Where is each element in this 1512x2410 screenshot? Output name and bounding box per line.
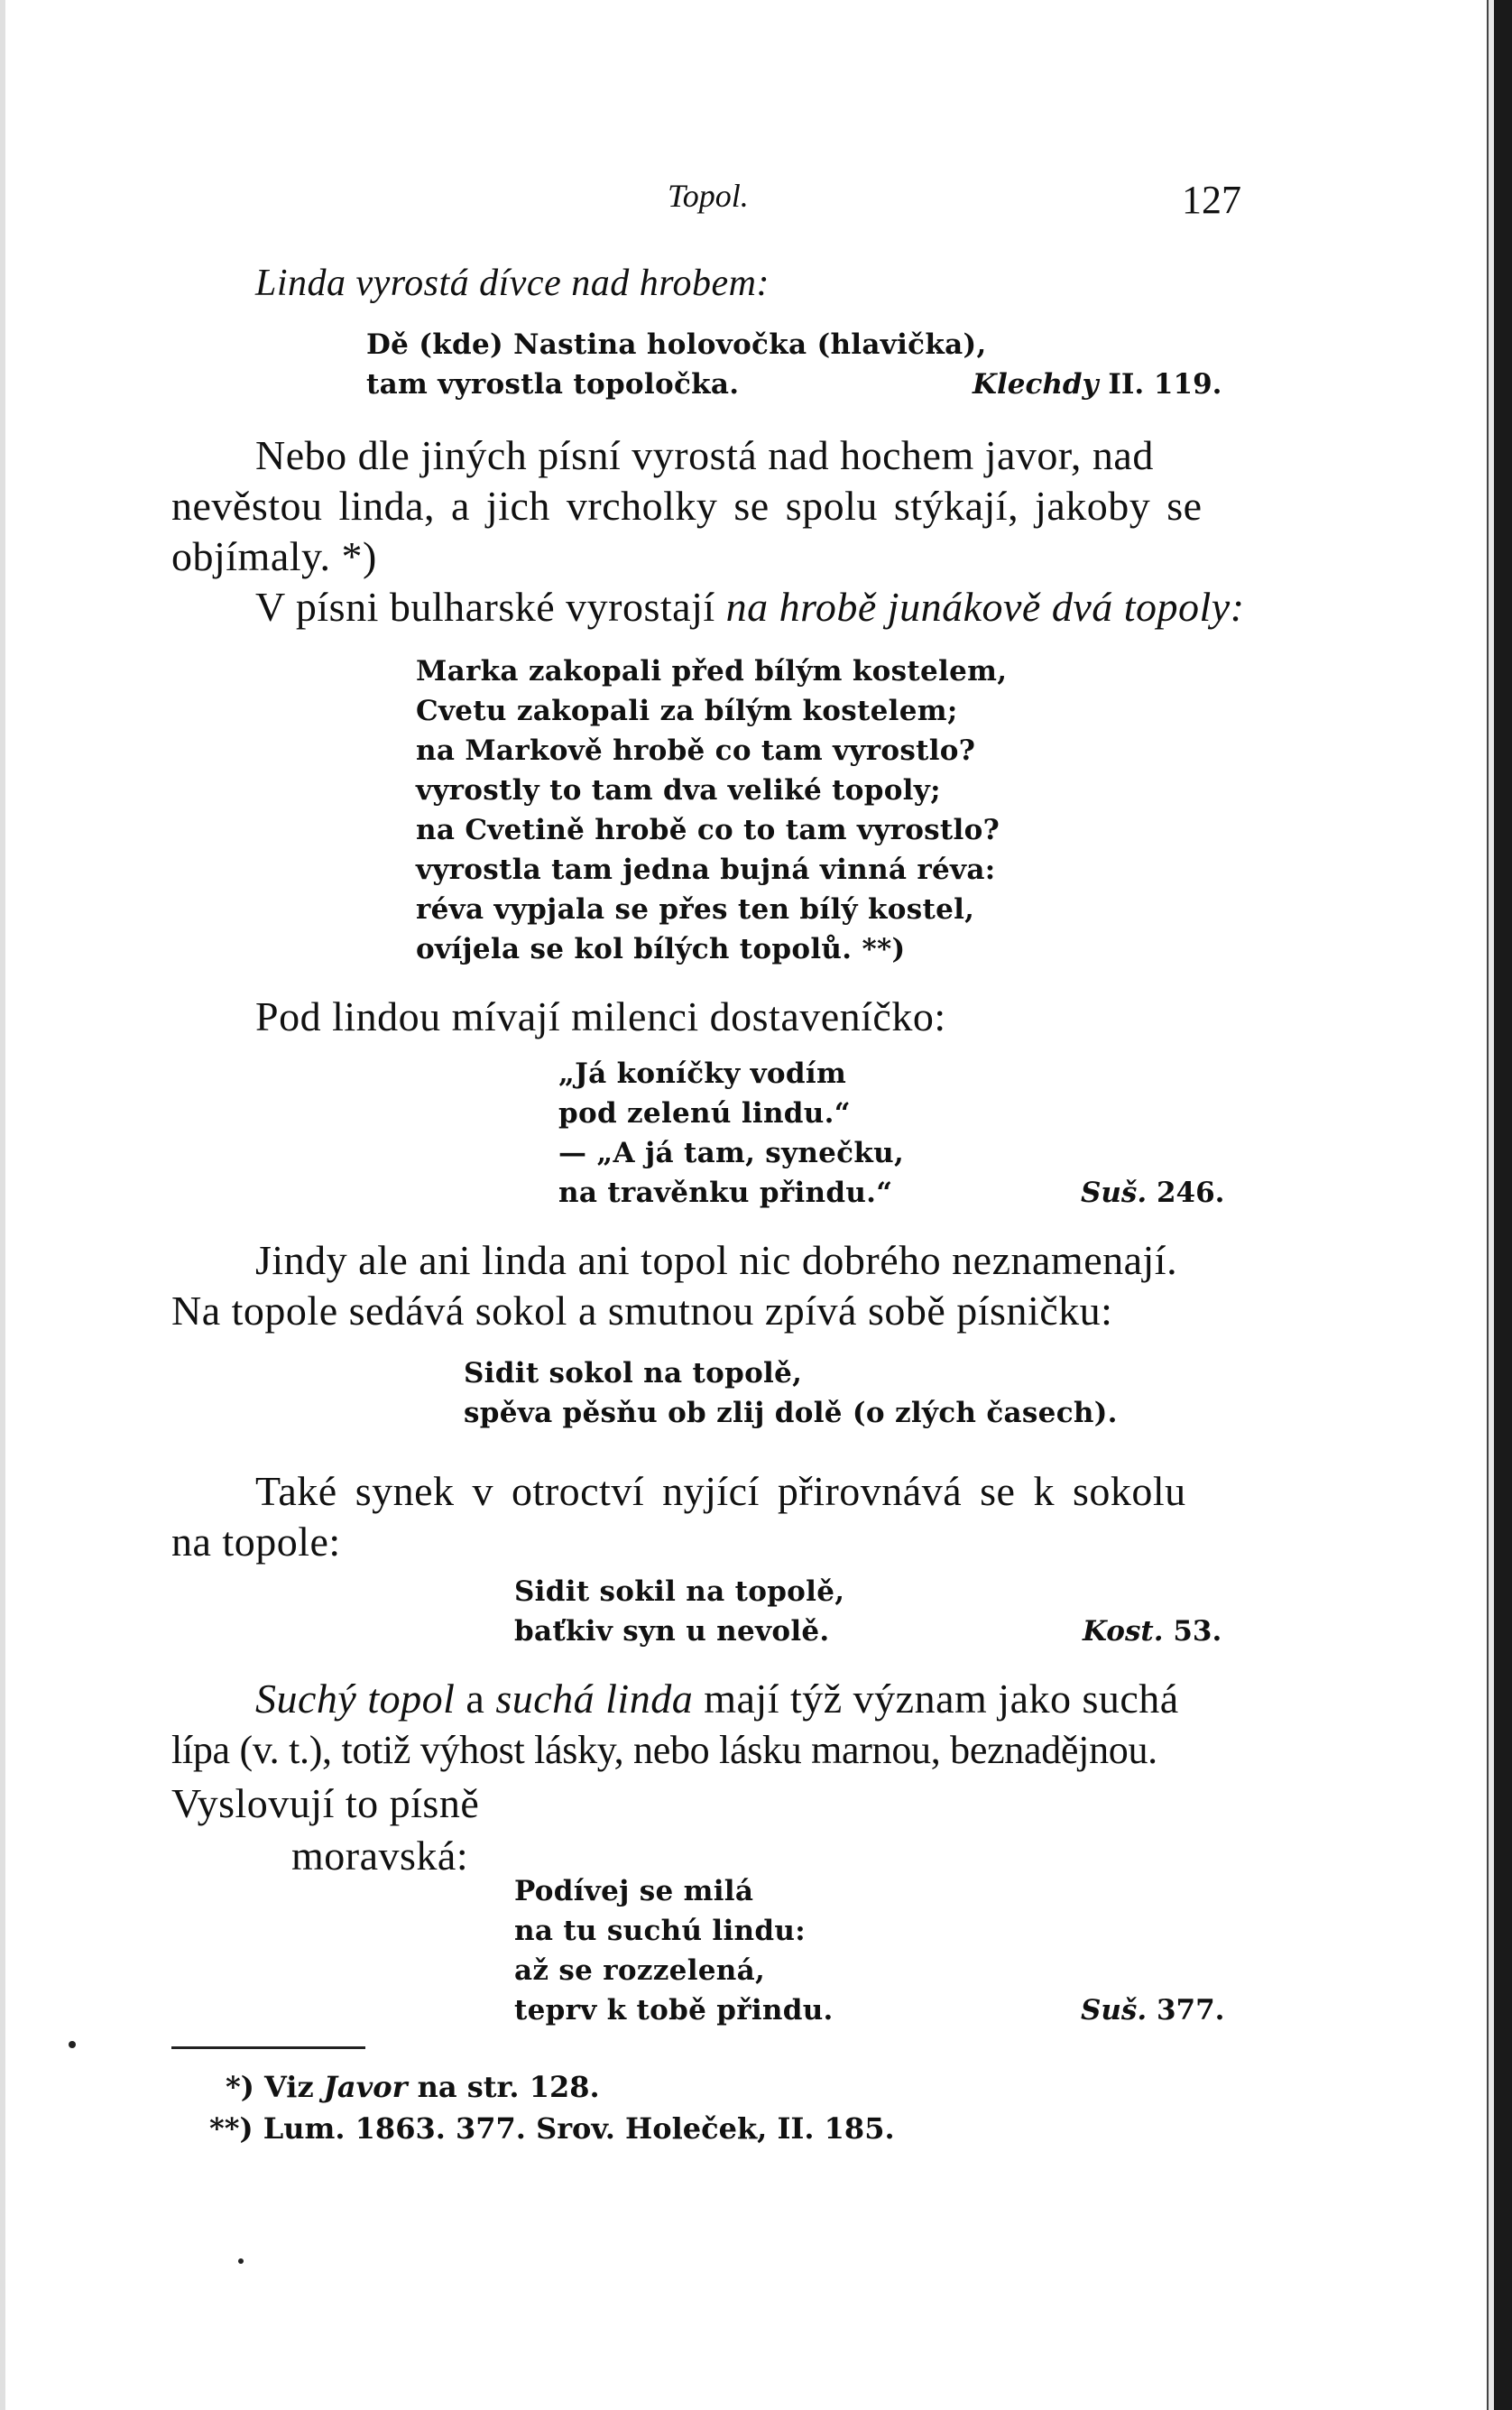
paragraph-line	[255, 583, 1245, 631]
paragraph-line: Na topole sedává sokol a smutnou zpívá sobě písničku:	[171, 1288, 1113, 1334]
verse-line: Podívej se milá	[514, 1875, 754, 1907]
paragraph-text: mají týž význam jako suchá	[693, 1676, 1179, 1722]
footnote-text: Viz	[264, 2070, 324, 2104]
verse-line: Marka zakopali před bílým kostelem,	[416, 655, 1008, 688]
paragraph-line: nevěstou linda, a jich vrcholky se spolu stýkají, jakoby se	[171, 483, 1203, 529]
paragraph-line: Jindy ale ani linda ani topol nic dobrého neznamenají.	[255, 1237, 1178, 1283]
paragraph-intro: Linda vyrostá dívce nad hrobem:	[255, 263, 770, 304]
citation-ref: 377.	[1156, 1994, 1225, 2027]
footnote	[209, 2111, 895, 2146]
footnote-text: Lum. 1863. 377. Srov. Holeček, II. 185.	[263, 2111, 895, 2146]
citation	[1081, 1994, 1224, 2027]
running-header-title: Topol.	[668, 178, 749, 214]
verse-line: „Já koníčky vodím	[558, 1057, 847, 1090]
verse-line: vyrostly to tam dva veliké topoly;	[416, 774, 941, 807]
paragraph-line: objímaly. *)	[171, 533, 377, 579]
paragraph-line: Vyslovují to písně	[171, 1780, 480, 1826]
citation	[973, 368, 1222, 401]
paragraph-italic: suchá linda	[495, 1676, 694, 1722]
paragraph-line: Také synek v otroctví nyjící přirovnává se k sokolu	[255, 1468, 1186, 1514]
verse-line: — „A já tam, synečku,	[558, 1137, 905, 1169]
verse-line: vyrostla tam jedna bujná vinná réva:	[416, 854, 996, 886]
verse-line: spěva pěsňu ob zlij dolě (o zlých časech).	[464, 1397, 1118, 1429]
verse-line: Sidit sokil na topolě,	[514, 1575, 845, 1608]
verse-line: teprv k tobě přindu.	[514, 1994, 834, 2027]
page-left-edge	[0, 0, 5, 2410]
paragraph-line	[255, 1675, 1179, 1722]
page-number: 127	[1182, 178, 1241, 222]
citation-ref: II. 119.	[1108, 368, 1222, 401]
verse-line: Sidit sokol na topolě,	[464, 1357, 803, 1390]
verse-line: baťkiv syn u nevolě.	[514, 1615, 830, 1648]
footnote-text: na str. 128.	[407, 2070, 600, 2104]
paragraph-line: Pod lindou mívají milenci dostaveníčko:	[255, 993, 946, 1039]
scan-speck	[69, 2041, 76, 2048]
paragraph-text: a	[455, 1676, 496, 1722]
verse-line: na Cvetině hrobě co to tam vyrostlo?	[416, 814, 1000, 846]
verse-line: na Markově hrobě co tam vyrostlo?	[416, 734, 976, 767]
paragraph-line: lípa (v. t.), totiž výhost lásky, nebo lásku marnou, beznadějnou.	[171, 1728, 1157, 1772]
verse-line: Dě (kde) Nastina holovočka (hlavička),	[366, 328, 987, 361]
scan-speck	[238, 2258, 244, 2264]
paragraph-line: na topole:	[171, 1519, 341, 1565]
footnote-mark: **)	[209, 2111, 254, 2146]
footnote	[226, 2070, 600, 2104]
verse-line: na tu suchú lindu:	[514, 1915, 806, 1947]
footnote-rule	[171, 2046, 365, 2049]
verse-line: až se rozzelená,	[514, 1954, 766, 1987]
citation	[1081, 1177, 1224, 1209]
scan-border	[1494, 0, 1512, 2410]
citation-source: Suš.	[1081, 1177, 1148, 1209]
verse-line: réva vypjala se přes ten bílý kostel,	[416, 893, 975, 926]
paragraph-italic: na hrobě junákově dvá topoly:	[725, 584, 1245, 630]
paragraph-italic: Suchý topol	[255, 1676, 456, 1722]
verse-line: na travěnku přindu.“	[558, 1177, 893, 1209]
citation-ref: 53.	[1173, 1615, 1222, 1648]
citation-source: Suš.	[1081, 1994, 1148, 2027]
paragraph-line: moravská:	[291, 1833, 469, 1879]
verse-line: tam vyrostla topoločka.	[366, 368, 740, 401]
verse-line: pod zelenú lindu.“	[558, 1097, 851, 1130]
citation-source: Klechdy	[973, 368, 1099, 401]
paragraph-text: V písni bulharské vyrostají	[255, 584, 726, 630]
page-right-edge	[1487, 0, 1494, 2410]
citation-source: Kost.	[1083, 1615, 1164, 1648]
footnote-mark: *)	[226, 2070, 254, 2104]
verse-line: ovíjela se kol bílých topolů. **)	[416, 933, 906, 965]
citation-ref: 246.	[1156, 1177, 1225, 1209]
verse-line: Cvetu zakopali za bílým kostelem;	[416, 695, 958, 727]
paragraph-line: Nebo dle jiných písní vyrostá nad hochem javor, nad	[255, 432, 1154, 478]
citation	[1083, 1615, 1222, 1648]
footnote-italic: Javor	[323, 2070, 408, 2104]
